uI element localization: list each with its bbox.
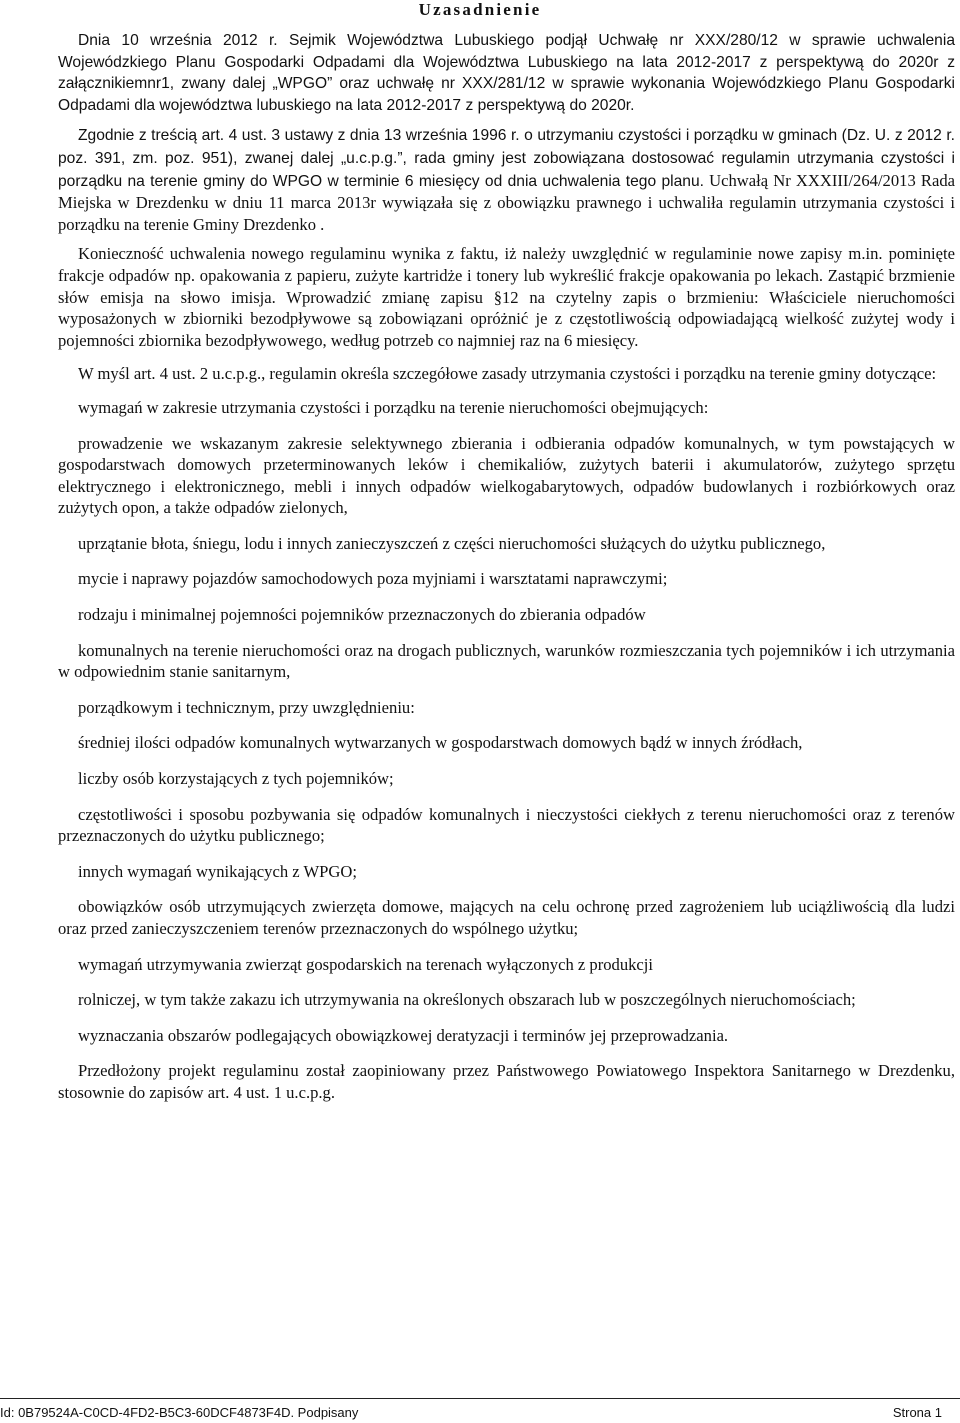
paragraph-legal-basis bbox=[58, 124, 955, 235]
list-item: wymagań w zakresie utrzymania czystości i porządku na terenie nieruchomości obejmujących: bbox=[78, 397, 709, 417]
document-title: Uzasadnienie bbox=[418, 0, 542, 19]
resolution-text: Uchwałą Nr XXXIII/264/2013 Rada Miejska w Drezdenku w dniu 11 marca 2013r wywiązała się z obowiązku prawnego i uchwaliła regulamin utrzymania czystości i porządku na terenie Gminy Drezdenko . bbox=[58, 170, 955, 234]
list-item: komunalnych na terenie nieruchomości oraz na drogach publicznych, warunków rozmieszczania tych pojemników i ich utrzymania w odpowiednim stanie sanitarnym, bbox=[58, 640, 955, 682]
paragraph-opinion: Przedłożony projekt regulaminu został zaopiniowany przez Państwowego Powiatowego Inspektora Sanitarnego w Drezdenku, stosownie do zapisów art. 4 ust. 1 u.c.p.g. bbox=[58, 1061, 955, 1102]
paragraph-intro: Dnia 10 września 2012 r. Sejmik Województwa Lubuskiego podjął Uchwałę nr XXX/280/12 w sprawie uchwalenia Wojewódzkiego Planu Gospodarki Odpadami dla Województwa Lubuskiego na lata 2012-2017 z perspektywą do 2020r z załącznikiemnr1, zwany dalej „WPGO” oraz uchwałę nr XXX/281/12 w sprawie wykonania Wojewódzkiego Planu Gospodarki Odpadami dla województwa lubuskiego na lata 2012-2017 z perspektywą do 2020r. bbox=[58, 32, 955, 114]
document-id: Id: 0B79524A-C0CD-4FD2-B5C3-60DCF4873F4D. Podpisany bbox=[0, 1405, 359, 1420]
document-body bbox=[58, 30, 955, 1112]
footer-divider bbox=[0, 1398, 960, 1399]
list-item: rodzaju i minimalnej pojemności pojemników przeznaczonych do zbierania odpadów bbox=[78, 605, 646, 625]
paragraph-necessity: Konieczność uchwalenia nowego regulaminu wynika z faktu, iż należy uwzględnić w regulaminie nowe zapisy m.in. pominięte frakcje odpadów np. opakowania z papieru, zużyte kartridże i tonery lub wykreślić frakcje opakowania po lekach. Zastąpić brzmienie słów emisja na słowo imisja. Wprowadzić zmianę zapisu §12 na czytelny zapis o brzmieniu: Właściciele nieruchomości wyposażonych w zbiorniki bezodpływowe są zobowiązani opróżnić je z częstotliwością odpowiadającą wielkość zużytej wody i pojemności zbiornika bezodpływowego, według potrzeb co najmniej raz na 6 miesięcy. bbox=[58, 244, 955, 350]
legal-basis-text: Zgodnie z treścią art. 4 ust. 3 ustawy z dnia 13 września 1996 r. o utrzymaniu czystości i porządku w gminach (Dz. U. z 2012 r. poz. 391, zm. poz. 951), zwanej dalej „u.c.p.g.”, rada gminy jest zobowiązana dostosować regulamin utrzymania czystości i porządku na terenie gminy do WPGO w terminie 6 miesięcy od dnia uchwalenia tego planu. bbox=[58, 127, 955, 190]
page-number: Strona 1 bbox=[892, 1405, 942, 1420]
list-item: wyznaczania obszarów podlegających obowiązkowej deratyzacji i terminów jej przeprowadzania. bbox=[78, 1025, 729, 1045]
list-item: prowadzenie we wskazanym zakresie selektywnego zbierania i odbierania odpadów komunalnych, w tym powstających w gospodarstwach domowych przeterminowanych leków i chemikaliów, zużytych baterii i akumulatorów, zużytego sprzętu elektrycznego i elektronicznego, mebli i innych odpadów wielkogabarytowych, odpadów budowlanych i rozbiórkowych oraz zużytych opon, a także odpadów zielonych, bbox=[58, 433, 955, 518]
list-item: wymagań utrzymywania zwierząt gospodarskich na terenach wyłączonych z produkcji bbox=[78, 954, 654, 974]
list-item: obowiązków osób utrzymujących zwierzęta domowe, mających na celu ochronę przed zagrożeniem lub uciążliwością dla ludzi oraz przed zanieczyszczeniem terenów przeznaczonych do wspólnego użytku; bbox=[58, 897, 955, 938]
list-item: uprzątanie błota, śniegu, lodu i innych zanieczyszczeń z części nieruchomości służących do użytku publicznego, bbox=[78, 533, 826, 553]
list-item: rolniczej, w tym także zakazu ich utrzymywania na określonych obszarach lub w poszczególnych nieruchomościach; bbox=[78, 990, 856, 1010]
list-item: częstotliwości i sposobu pozbywania się odpadów komunalnych i nieczystości ciekłych z terenu nieruchomości oraz z terenów przeznaczonych do użytku publicznego; bbox=[58, 804, 955, 846]
list-item: porządkowym i technicznym, przy uwzględnieniu: bbox=[78, 697, 415, 717]
list-item: średniej ilości odpadów komunalnych wytwarzanych w gospodarstwach domowych bądź w innych źródłach, bbox=[78, 733, 803, 753]
list-item: innych wymagań wynikających z WPGO; bbox=[78, 861, 357, 881]
list-item: mycie i naprawy pojazdów samochodowych poza myjniami i warsztatami naprawczymi; bbox=[78, 569, 668, 589]
paragraph-scope: W myśl art. 4 ust. 2 u.c.p.g., regulamin określa szczegółowe zasady utrzymania czystości i porządku na terenie gminy dotyczące: bbox=[78, 364, 937, 384]
list-item: liczby osób korzystających z tych pojemników; bbox=[78, 769, 394, 789]
